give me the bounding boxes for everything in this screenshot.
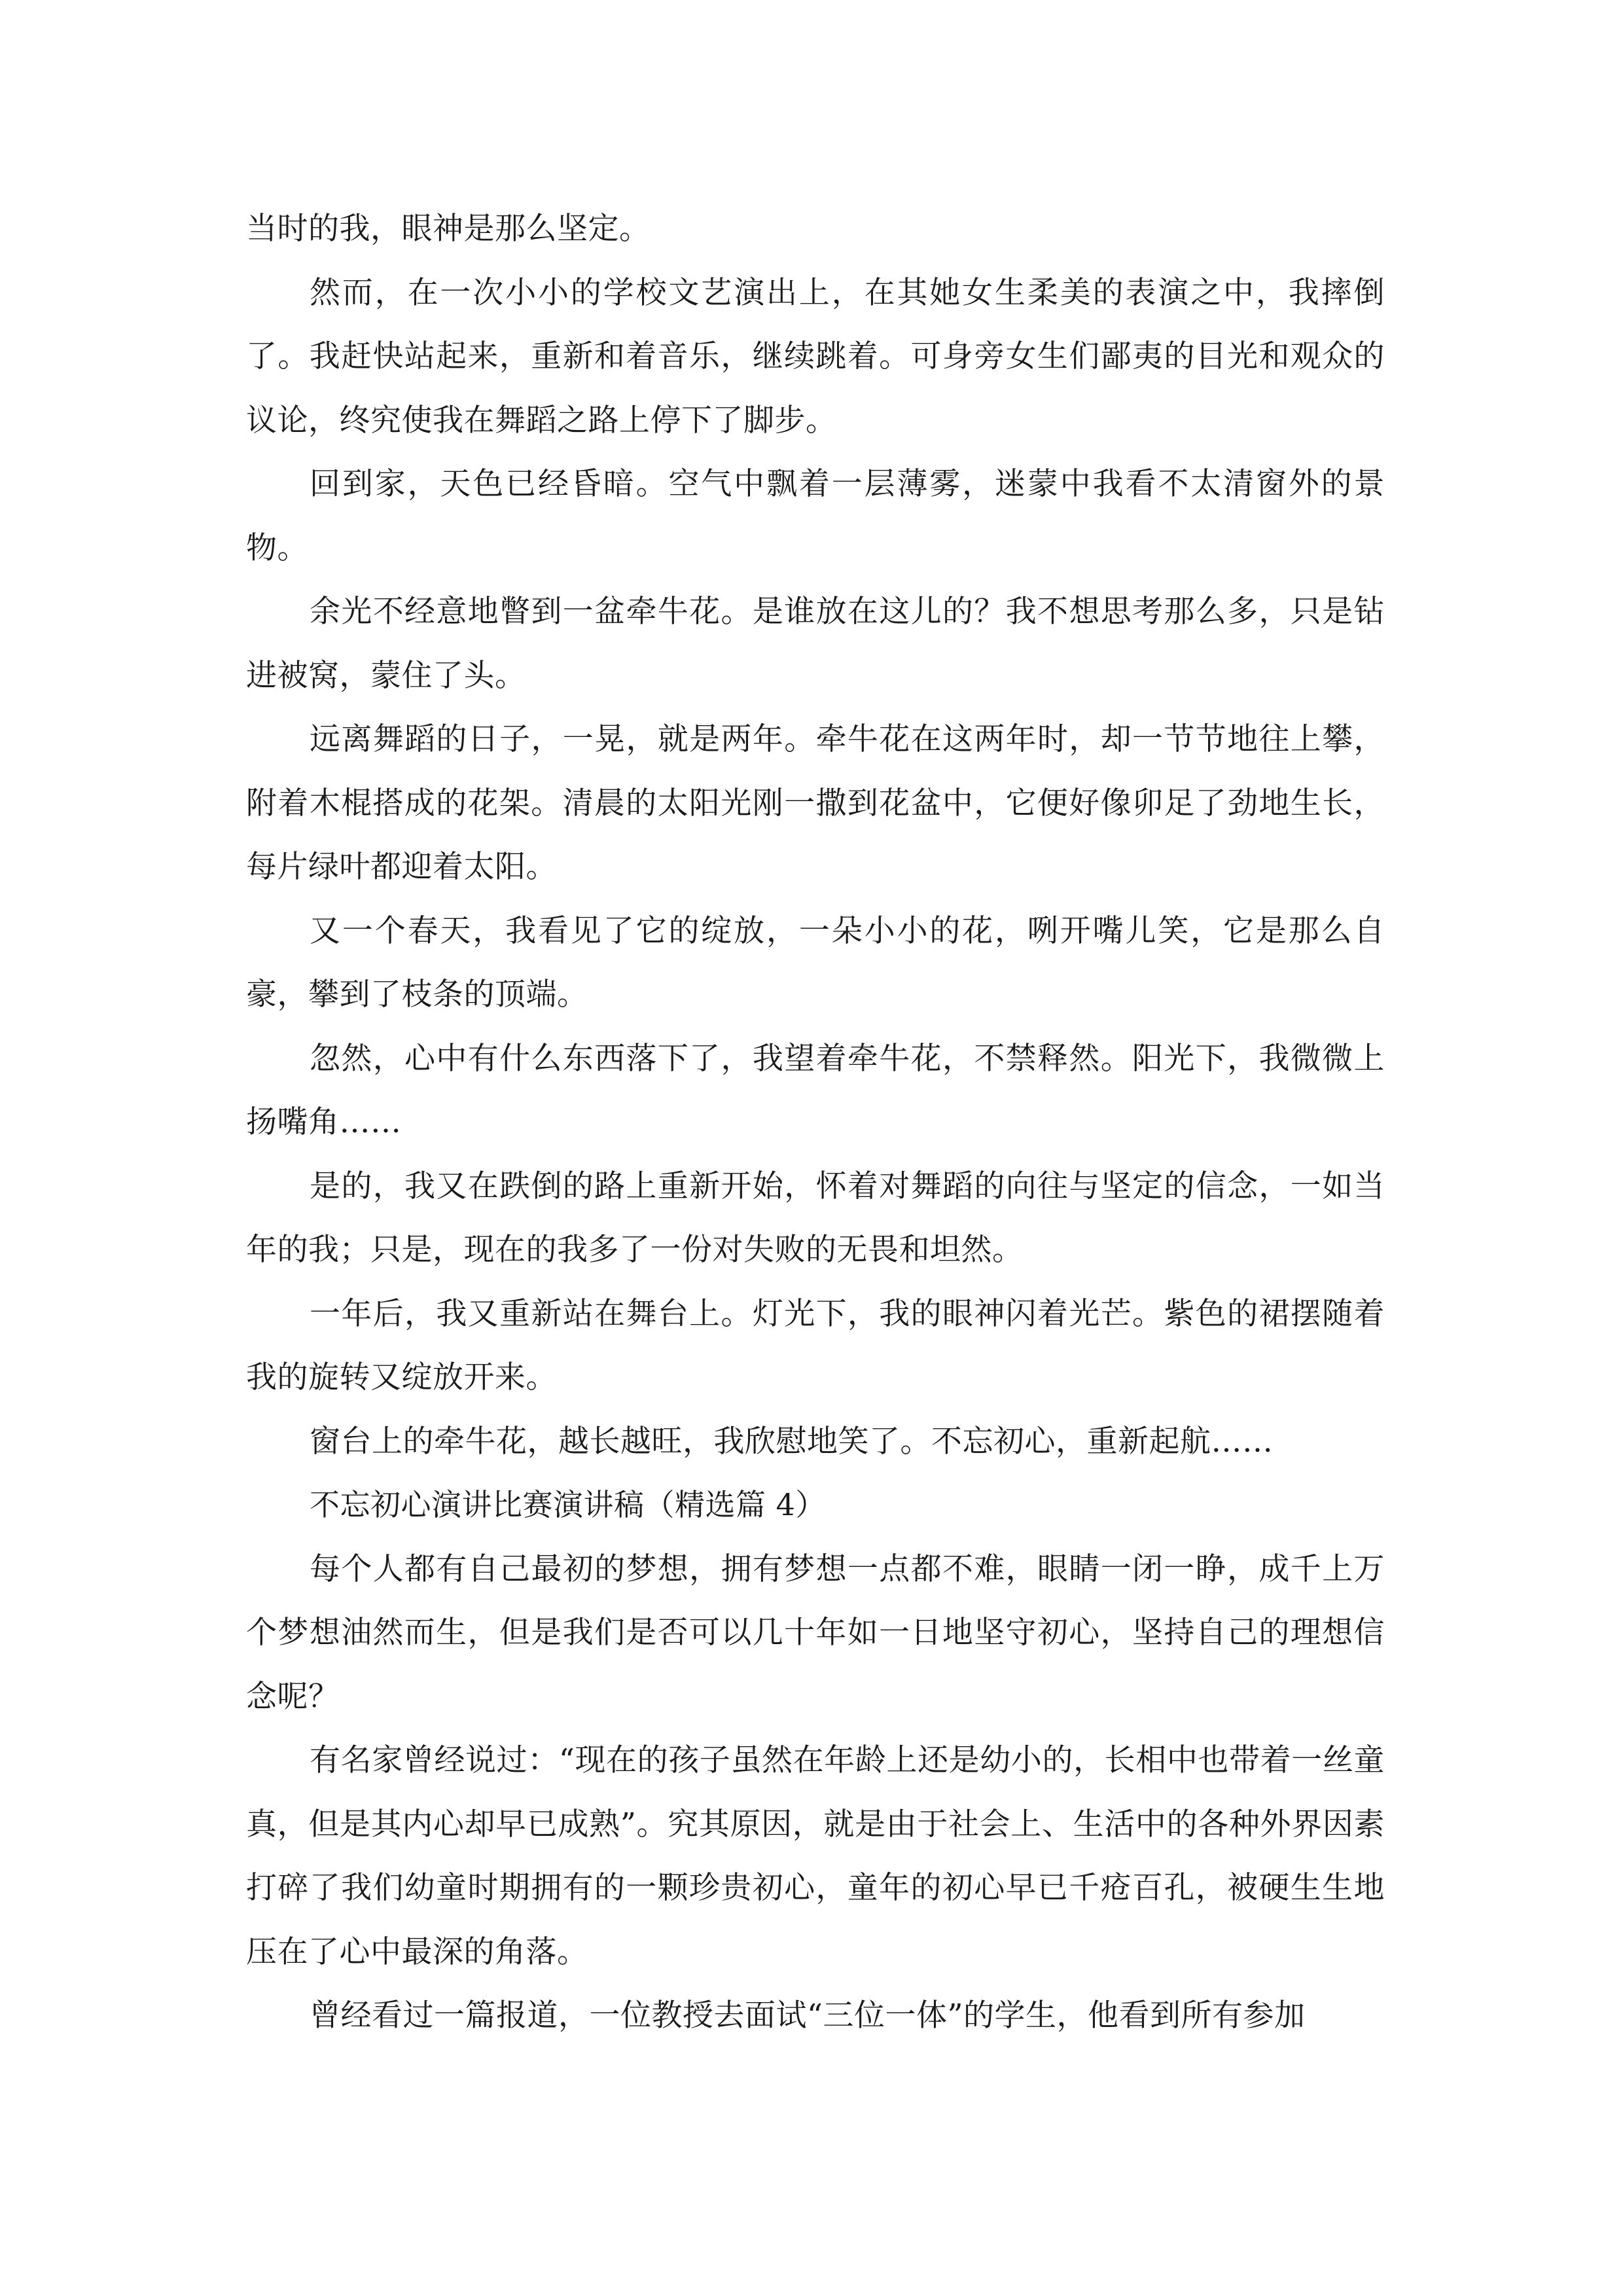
paragraph: 余光不经意地瞥到一盆牵牛花。是谁放在这儿的？我不想思考那么多，只是钻进被窝，蒙住了头。 [246, 594, 1385, 694]
paragraph: 一年后，我又重新站在舞台上。灯光下，我的眼神闪着光芒。紫色的裙摆随着我的旋转又绽放开来。 [246, 1295, 1385, 1395]
document-body [246, 197, 1385, 2048]
paragraph: 忽然，心中有什么东西落下了，我望着牵牛花，不禁释然。阳光下，我微微上扬嘴角…… [246, 1040, 1385, 1140]
section-heading: 不忘初心演讲比赛演讲稿（精选篇 4） [310, 1487, 826, 1522]
paragraph: 又一个春天，我看见了它的绽放，一朵小小的花，咧开嘴儿笑，它是那么自豪，攀到了枝条的顶端。 [246, 912, 1385, 1013]
paragraph-continuation: 当时的我，眼神是那么坚定。 [246, 211, 651, 247]
paragraph: 窗台上的牵牛花，越长越旺，我欣慰地笑了。不忘初心，重新起航…… [310, 1423, 1274, 1460]
paragraph: 远离舞蹈的日子，一晃，就是两年。牵牛花在这两年时，却一节节地往上攀，附着木棍搭成的花架。清晨的太阳光刚一撒到花盆中，它便好像卯足了劲地生长，每片绿叶都迎着太阳。 [246, 721, 1385, 885]
paragraph: 有名家曾经说过：“现在的孩子虽然在年龄上还是幼小的，长相中也带着一丝童真，但是其内心却早已成熟”。究其原因，就是由于社会上、生活中的各种外界因素打碎了我们幼童时期拥有的一颗珍贵初心，童年的初心早已千疮百孔，被硬生生地压在了心中最深的角落。 [246, 1742, 1385, 1970]
paragraph: 每个人都有自己最初的梦想，拥有梦想一点都不难，眼睛一闭一睁，成千上万个梦想油然而生，但是我们是否可以几十年如一日地坚守初心，坚持自己的理想信念呢？ [246, 1551, 1385, 1715]
paragraph: 回到家，天色已经昏暗。空气中飘着一层薄雾，迷蒙中我看不太清窗外的景物。 [246, 466, 1385, 566]
paragraph: 然而，在一次小小的学校文艺演出上，在其她女生柔美的表演之中，我摔倒了。我赶快站起来，重新和着音乐，继续跳着。可身旁女生们鄙夷的目光和观众的议论，终究使我在舞蹈之路上停下了脚步。 [246, 274, 1385, 439]
paragraph: 曾经看过一篇报道，一位教授去面试“三位一体”的学生，他看到所有参加 [310, 1998, 1306, 2034]
paragraph: 是的，我又在跌倒的路上重新开始，怀着对舞蹈的向往与坚定的信念，一如当年的我；只是，现在的我多了一份对失败的无畏和坦然。 [246, 1168, 1385, 1268]
